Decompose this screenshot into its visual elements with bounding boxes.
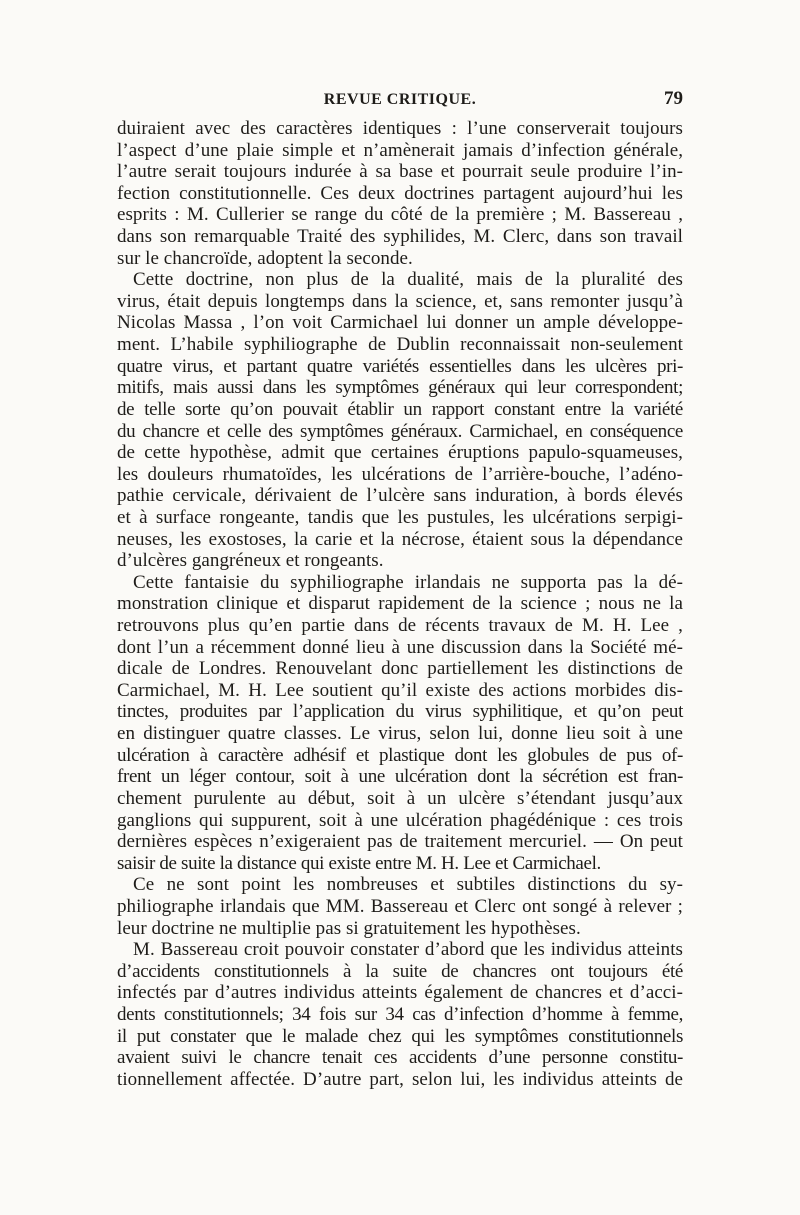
text-line: chement purulente au début, soit à un ulcère s’étendant jusqu’aux: [117, 787, 683, 809]
text-line: l’aspect d’une plaie simple et n’amènerait jamais d’infection générale,: [117, 139, 683, 161]
text-line: dicale de Londres. Renouvelant donc partiellement les distinctions de: [117, 658, 683, 680]
paragraph: [117, 874, 683, 939]
text-line: d’accidents constitutionnels à la suite de chancres ont toujours été: [117, 960, 683, 982]
text-line: infectés par d’autres individus atteints également de chancres et d’acci-: [117, 982, 683, 1004]
text-line: frent un léger contour, soit à une ulcération dont la sécrétion est fran-: [117, 766, 683, 788]
page-header: [117, 88, 683, 113]
page-number: 79: [664, 88, 683, 109]
paragraph: [117, 269, 683, 572]
text-line: dans son remarquable Traité des syphilides, M. Clerc, dans son travail: [117, 226, 683, 248]
text-line: philiographe irlandais que MM. Bassereau et Clerc ont songé à relever ;: [117, 895, 683, 917]
text-line: et à surface rongeante, tandis que les pustules, les ulcérations serpigi-: [117, 506, 683, 528]
text-line: Cette doctrine, non plus de la dualité, mais de la pluralité des: [133, 269, 683, 291]
paragraph: [117, 572, 683, 875]
text-line: en distinguer quatre classes. Le virus, selon lui, donne lieu soit à une: [117, 723, 683, 745]
text-line: ganglions qui suppurent, soit à une ulcération phagédénique : ces trois: [117, 809, 683, 831]
text-line: de telle sorte qu’on pouvait établir un rapport constant entre la variété: [117, 398, 683, 420]
text-line: Carmichael, M. H. Lee soutient qu’il existe des actions morbides dis-: [117, 679, 683, 701]
text-line: M. Bassereau croit pouvoir constater d’abord que les individus atteints: [133, 939, 683, 961]
text-line: ment. L’habile syphiliographe de Dublin reconnaissait non-seulement: [117, 334, 683, 356]
text-line: fection constitutionnelle. Ces deux doctrines partagent aujourd’hui les: [117, 182, 683, 204]
text-line: dont l’un a récemment donné lieu à une discussion dans la Société mé-: [117, 636, 683, 658]
text-line: d’ulcères gangréneux et rongeants.: [117, 550, 384, 572]
running-title: REVUE CRITIQUE.: [323, 91, 477, 108]
text-line: leur doctrine ne multiplie pas si gratuitement les hypothèses.: [117, 917, 581, 939]
paragraph: [117, 939, 683, 1090]
text-line: sur le chancroïde, adoptent la seconde.: [117, 247, 413, 269]
text-line: tinctes, produites par l’application du virus syphilitique, et qu’on peut: [117, 701, 683, 723]
text-line: retrouvons plus qu’en partie dans de récents travaux de M. H. Lee ,: [117, 615, 683, 637]
body-text: [117, 118, 683, 1090]
text-line: monstration clinique et disparut rapidement de la science ; nous ne la: [117, 593, 683, 615]
text-line: pathie cervicale, dérivaient de l’ulcère sans induration, à bords élevés: [117, 485, 683, 507]
text-line: Ce ne sont point les nombreuses et subtiles distinctions du sy-: [133, 874, 683, 896]
text-line: duiraient avec des caractères identiques : l’une conserverait toujours: [117, 118, 683, 139]
text-line: il put constater que le malade chez qui les symptômes constitutionnels: [117, 1025, 683, 1047]
text-line: du chancre et celle des symptômes généraux. Carmichael, en conséquence: [117, 420, 683, 442]
text-line: l’autre serait toujours indurée à sa base et pourrait seule produire l’in-: [117, 161, 683, 183]
text-line: virus, était depuis longtemps dans la science, et, sans remonter jusqu’à: [117, 290, 683, 312]
text-line: quatre virus, et partant quatre variétés essentielles dans les ulcères pri-: [117, 355, 683, 377]
text-line: saisir de suite la distance qui existe entre M. H. Lee et Carmichael.: [117, 852, 601, 874]
text-line: dents constitutionnels; 34 fois sur 34 cas d’infection d’homme à femme,: [117, 1003, 683, 1025]
paragraph: [117, 118, 683, 269]
text-line: Cette fantaisie du syphiliographe irlandais ne supporta pas la dé-: [133, 571, 683, 593]
text-line: Nicolas Massa , l’on voit Carmichael lui donner un ample développe-: [117, 312, 683, 334]
text-line: mitifs, mais aussi dans les symptômes généraux qui leur correspondent;: [117, 377, 683, 399]
text-line: les douleurs rhumatoïdes, les ulcérations de l’arrière-bouche, l’adéno-: [117, 463, 683, 485]
text-line: de cette hypothèse, admit que certaines éruptions papulo-squameuses,: [117, 442, 683, 464]
text-line: avaient suivi le chancre tenait ces accidents d’une personne constitu-: [117, 1047, 683, 1069]
text-line: ulcération à caractère adhésif et plastique dont les globules de pus of-: [117, 744, 683, 766]
text-line: dernières espèces n’exigeraient pas de traitement mercuriel. — On peut: [117, 831, 683, 853]
text-line: neuses, les exostoses, la carie et la nécrose, étaient sous la dépendance: [117, 528, 683, 550]
text-line: tionnellement affectée. D’autre part, selon lui, les individus atteints de: [117, 1068, 683, 1090]
text-line: esprits : M. Cullerier se range du côté de la première ; M. Bassereau ,: [117, 204, 683, 226]
